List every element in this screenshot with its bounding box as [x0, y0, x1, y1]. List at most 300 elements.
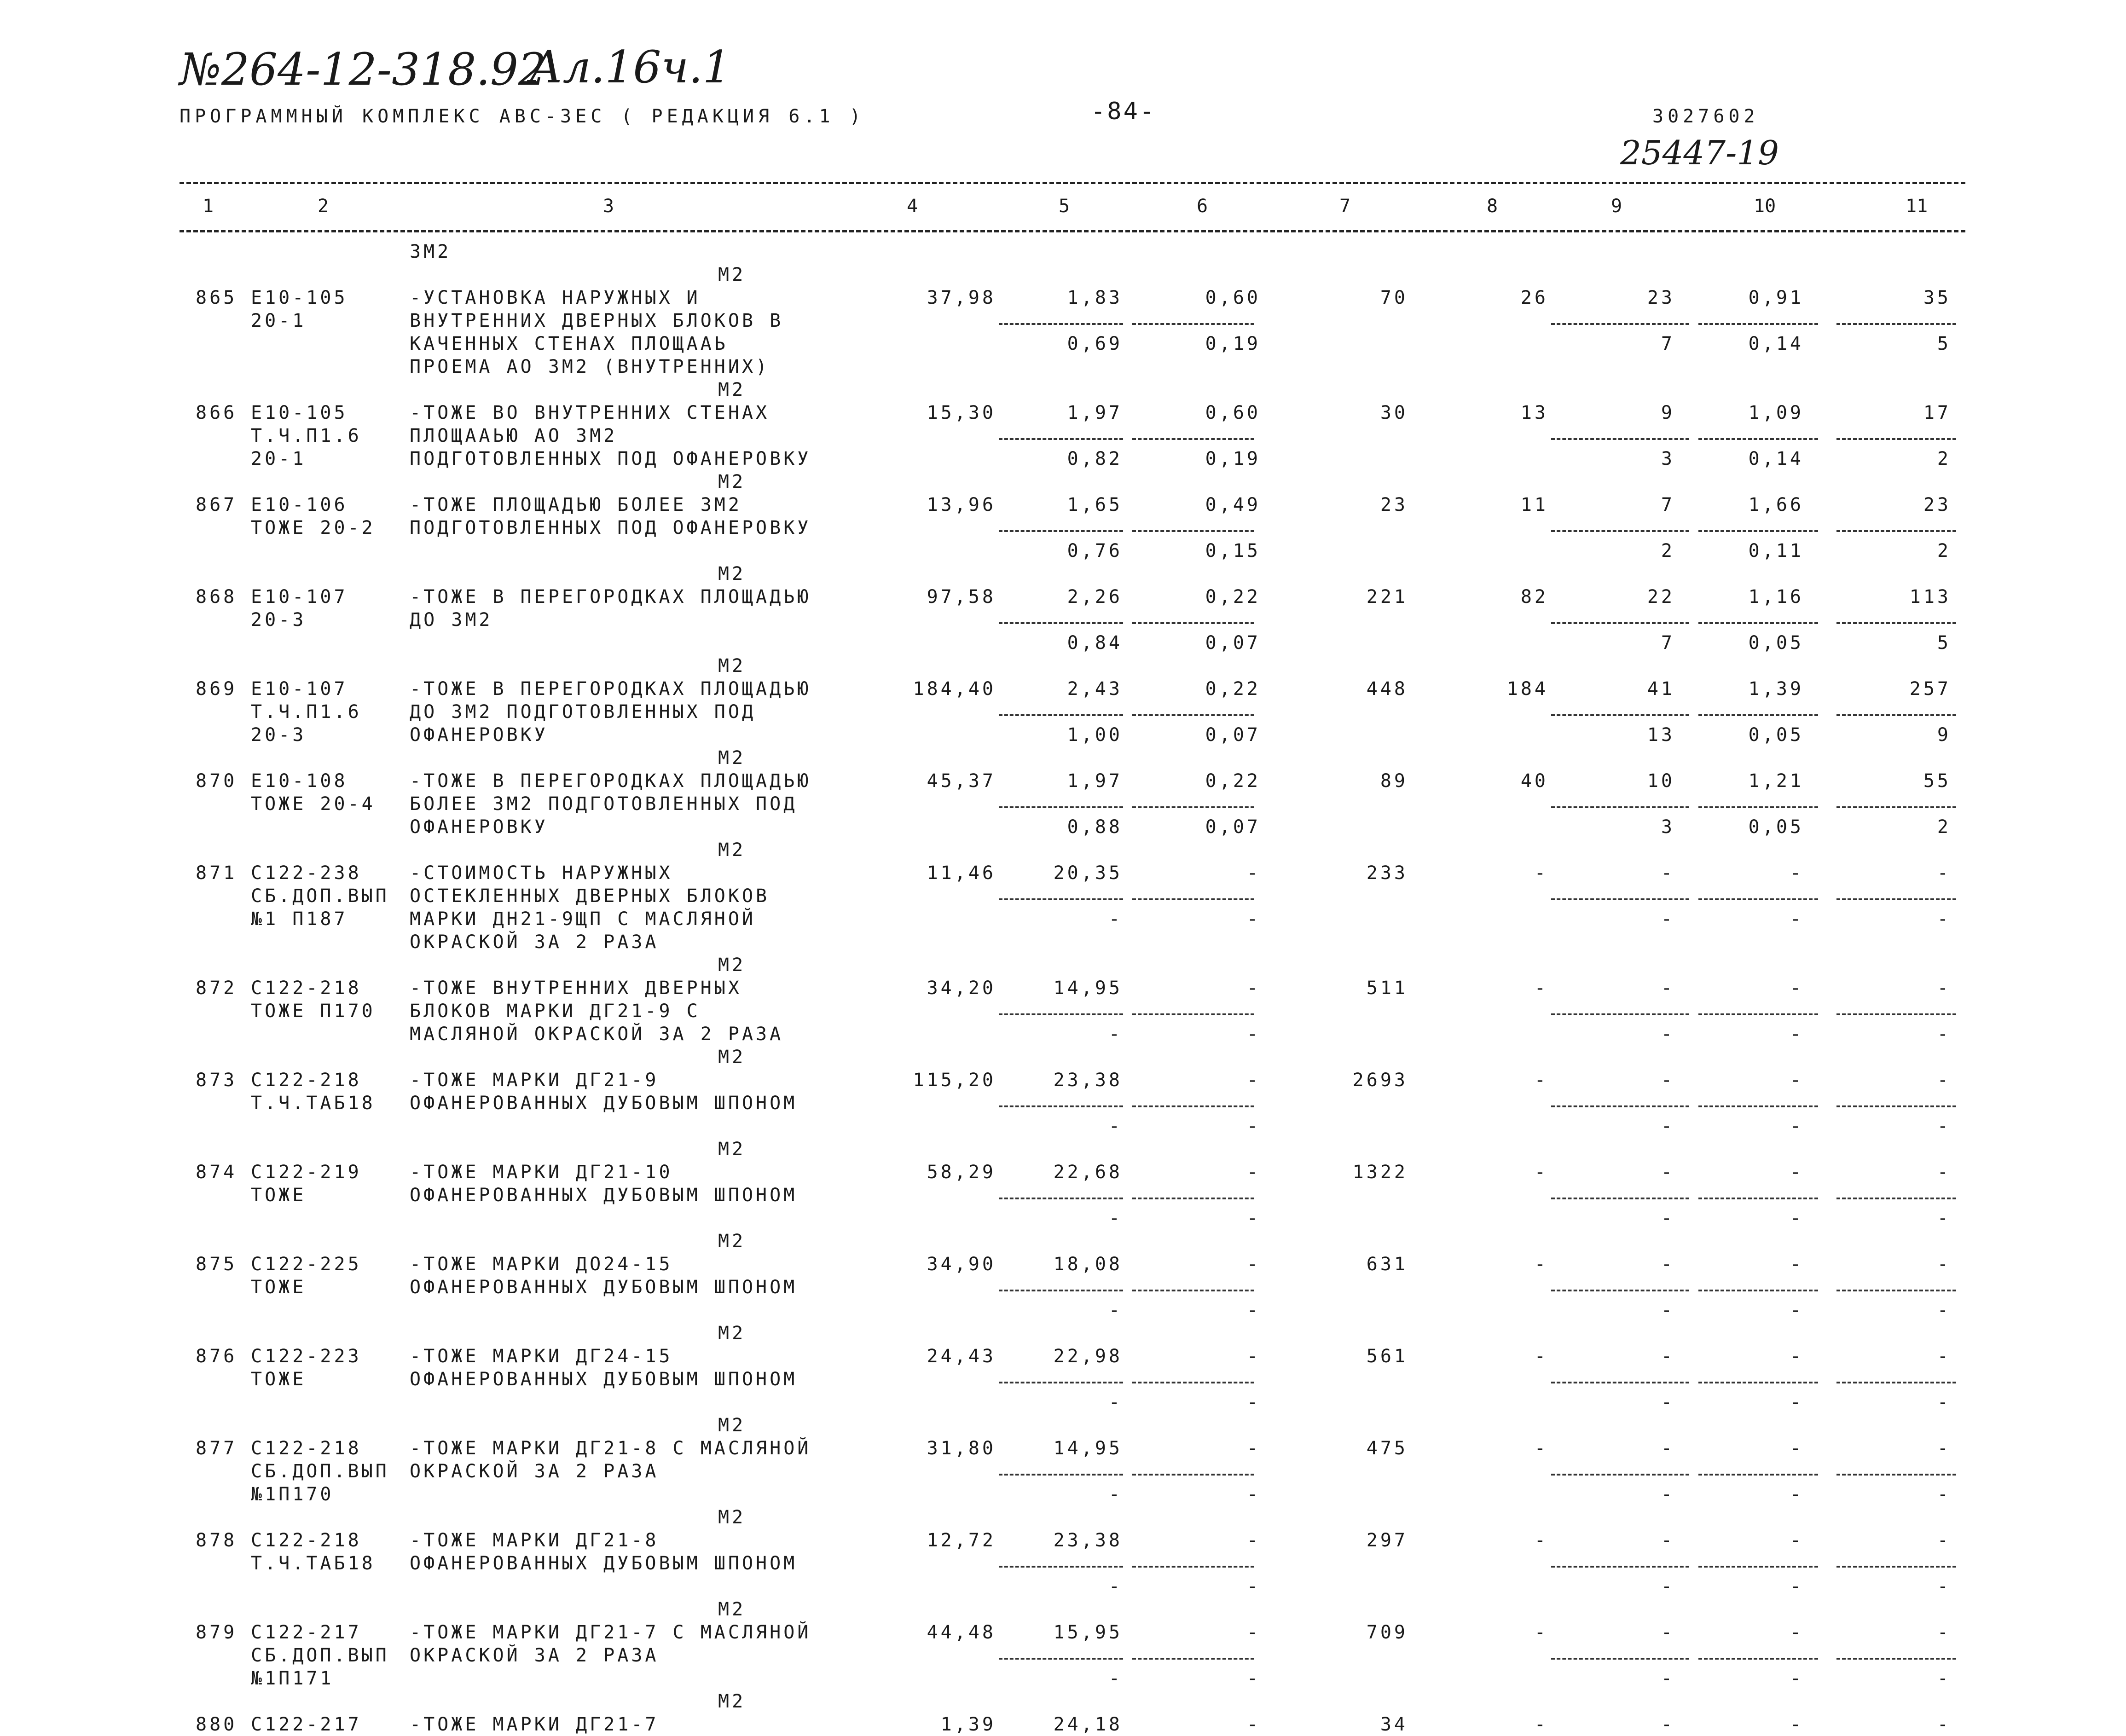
unit-label: М2 — [718, 1139, 746, 1160]
work-description: -ТОЖЕ ПЛОЩАДЬЮ БОЛЕЕ ЗМ2 — [410, 494, 742, 515]
sub-cell-s11: 2 — [1937, 448, 1951, 469]
cell-c9: 22 — [1647, 586, 1675, 608]
cell-c6: - — [1246, 1530, 1261, 1551]
row-line — [0, 1483, 2126, 1506]
cell-c11: 257 — [1909, 678, 1951, 700]
sub-cell-s5: 0,69 — [1067, 333, 1123, 354]
sub-cell-s10: - — [1790, 1392, 1804, 1413]
table-row — [0, 378, 2126, 470]
dash-rule — [1698, 806, 1818, 808]
sub-cell-s9: 13 — [1647, 724, 1675, 746]
work-description: БЛОКОВ МАРКИ ДГ21-9 С — [410, 1001, 701, 1022]
cell-c5: 1,97 — [1067, 402, 1123, 423]
sub-cell-s10: 0,05 — [1748, 816, 1804, 838]
row-line — [0, 1115, 2126, 1138]
sub-cell-s9: - — [1661, 1484, 1675, 1505]
dash-rule — [1132, 1013, 1254, 1015]
cell-c10: 1,21 — [1748, 770, 1804, 792]
sub-cell-s9: - — [1661, 1300, 1675, 1321]
cell-c10: 1,16 — [1748, 586, 1804, 608]
work-description: ОФАНЕРОВАННЫХ ДУБОВЫМ ШПОНОМ — [410, 1277, 798, 1298]
row-line — [0, 816, 2126, 839]
cell-c8: - — [1534, 1438, 1548, 1459]
cell-c4: 58,29 — [927, 1162, 996, 1183]
dash-rule — [1551, 806, 1689, 808]
sub-cell-s5: - — [1108, 1024, 1123, 1045]
dash-rule — [1698, 1105, 1818, 1107]
cell-c5: 23,38 — [1053, 1070, 1123, 1091]
table-row — [0, 562, 2126, 654]
sub-cell-s6: 0,15 — [1205, 540, 1261, 561]
unit-line — [0, 654, 2126, 677]
row-line — [0, 447, 2126, 470]
cell-c4: 34,20 — [927, 978, 996, 999]
unit-label: М2 — [718, 264, 746, 285]
cell-c10: 1,66 — [1748, 494, 1804, 515]
cell-c10: 1,09 — [1748, 402, 1804, 423]
cell-c4: 13,96 — [927, 494, 996, 515]
document-code: 3027602 — [1652, 106, 1759, 127]
cell-c6: - — [1246, 1714, 1261, 1735]
work-description: ОКРАСКОЙ ЗА 2 РАЗА — [410, 1461, 659, 1482]
resource-code: №1 П187 — [251, 909, 348, 930]
sub-cell-s9: 7 — [1661, 333, 1675, 354]
work-description: -ТОЖЕ ВНУТРЕННИХ ДВЕРНЫХ — [410, 978, 742, 999]
row-line — [0, 1092, 2126, 1115]
row-number: 869 — [196, 678, 238, 700]
cell-c7: 561 — [1366, 1346, 1408, 1367]
sub-cell-s9: - — [1661, 1668, 1675, 1689]
row-line — [0, 539, 2126, 562]
row-line — [0, 977, 2126, 1000]
unit-label: М2 — [718, 655, 746, 677]
work-description: -ТОЖЕ МАРКИ ДГ21-7 С МАСЛЯНОЙ — [410, 1622, 811, 1643]
work-description: ОКРАСКОЙ ЗА 2 РАЗА — [410, 932, 659, 953]
sub-cell-s6: 0,19 — [1205, 333, 1261, 354]
dash-rule — [999, 1013, 1123, 1015]
row-number: 873 — [196, 1070, 238, 1091]
row-line — [0, 1184, 2126, 1207]
dash-rule — [1132, 806, 1254, 808]
cell-c9: 7 — [1661, 494, 1675, 515]
dash-rule — [1698, 438, 1818, 440]
unit-line — [0, 1046, 2126, 1069]
dash-rule — [1698, 714, 1818, 716]
row-line — [0, 286, 2126, 309]
cell-c7: 233 — [1366, 862, 1408, 884]
cell-c7: 1322 — [1352, 1162, 1408, 1183]
work-description: БОЛЕЕ ЗМ2 ПОДГОТОВЛЕННЫХ ПОД — [410, 793, 798, 815]
cell-c7: 475 — [1366, 1438, 1408, 1459]
resource-code: Е10-106 — [251, 494, 348, 515]
row-line — [0, 1713, 2126, 1736]
resource-code: 20-1 — [251, 448, 307, 469]
sub-cell-s6: - — [1246, 1668, 1261, 1689]
row-line — [0, 401, 2126, 424]
sub-cell-s9: 3 — [1661, 448, 1675, 469]
unit-label: М2 — [718, 1415, 746, 1436]
row-line — [0, 1207, 2126, 1230]
row-line — [0, 355, 2126, 378]
cell-c5: 18,08 — [1053, 1254, 1123, 1275]
dash-rule — [1551, 898, 1689, 900]
sub-cell-s9: 3 — [1661, 816, 1675, 838]
cell-c6: - — [1246, 1438, 1261, 1459]
cell-c7: 70 — [1380, 287, 1408, 308]
resource-code: Е10-107 — [251, 678, 348, 700]
cell-c5: 14,95 — [1053, 978, 1123, 999]
page-number: -84- — [1091, 98, 1156, 125]
cell-c10: - — [1790, 1254, 1804, 1275]
cell-c7: 30 — [1380, 402, 1408, 423]
unit-line — [0, 746, 2126, 770]
sub-cell-s11: 9 — [1937, 724, 1951, 746]
cell-c8: 184 — [1506, 678, 1548, 700]
resource-code: Е10-105 — [251, 402, 348, 423]
row-line — [0, 1667, 2126, 1690]
row-line — [0, 931, 2126, 954]
dash-rule — [1836, 622, 1956, 624]
unit-line — [0, 378, 2126, 401]
cell-c5: 24,18 — [1053, 1714, 1123, 1735]
work-description: КАЧЕННЫХ СТЕНАХ ПЛОЩААЬ — [410, 333, 728, 354]
dash-rule — [1698, 1658, 1818, 1660]
row-number: 875 — [196, 1254, 238, 1275]
cell-c8: - — [1534, 1254, 1548, 1275]
row-line — [0, 631, 2126, 654]
row-line — [0, 1253, 2126, 1276]
resource-code: СБ.ДОП.ВЫП — [251, 885, 389, 907]
column-header-6: 6 — [1197, 196, 1208, 217]
dash-rule — [999, 1474, 1123, 1476]
unit-line — [0, 263, 2126, 286]
work-description: -УСТАНОВКА НАРУЖНЫХ И — [410, 287, 701, 308]
sub-cell-s10: - — [1790, 1668, 1804, 1689]
dash-rule — [1698, 1290, 1818, 1291]
dash-rule — [1698, 1474, 1818, 1476]
resource-code: С122-238 — [251, 862, 362, 884]
cell-c6: 0,60 — [1205, 287, 1261, 308]
row-line — [0, 1552, 2126, 1575]
row-line — [0, 493, 2126, 516]
sub-cell-s5: - — [1108, 909, 1123, 930]
resource-code: 20-3 — [251, 609, 307, 631]
dash-rule — [1836, 530, 1956, 532]
work-description: ОКРАСКОЙ ЗА 2 РАЗА — [410, 1645, 659, 1666]
sub-cell-s11: 5 — [1937, 632, 1951, 654]
sub-cell-s5: - — [1108, 1208, 1123, 1229]
row-number: 866 — [196, 402, 238, 423]
cell-c6: - — [1246, 1622, 1261, 1643]
sub-cell-s10: - — [1790, 909, 1804, 930]
unit-label: М2 — [718, 1323, 746, 1344]
unit-line — [0, 562, 2126, 585]
table-row — [0, 1322, 2126, 1414]
dash-rule — [999, 898, 1123, 900]
table-row — [0, 1690, 2126, 1736]
cell-c4: 24,43 — [927, 1346, 996, 1367]
cell-c11: 23 — [1923, 494, 1951, 515]
row-line — [0, 793, 2126, 816]
column-header-11: 11 — [1906, 196, 1928, 217]
work-description: -ТОЖЕ В ПЕРЕГОРОДКАХ ПЛОЩАДЬЮ — [410, 586, 811, 608]
column-header-10: 10 — [1754, 196, 1776, 217]
sub-cell-s10: 0,05 — [1748, 632, 1804, 654]
row-line — [0, 516, 2126, 539]
sub-cell-s5: 0,76 — [1067, 540, 1123, 561]
cell-c10: 0,91 — [1748, 287, 1804, 308]
resource-code: С122-218 — [251, 1530, 362, 1551]
sub-cell-s5: - — [1108, 1116, 1123, 1137]
resource-code: СБ.ДОП.ВЫП — [251, 1645, 389, 1666]
sub-cell-s11: - — [1937, 1392, 1951, 1413]
resource-code: Т.Ч.П1.6 — [251, 701, 362, 723]
unit-label: М2 — [718, 1599, 746, 1620]
cell-c4: 115,20 — [913, 1070, 996, 1091]
resource-code: С122-218 — [251, 1070, 362, 1091]
dash-rule — [1551, 1658, 1689, 1660]
dash-rule — [1132, 1105, 1254, 1107]
cell-c4: 11,46 — [927, 862, 996, 884]
sub-cell-s10: - — [1790, 1484, 1804, 1505]
sub-cell-s6: 0,07 — [1205, 816, 1261, 838]
work-description: ПОДГОТОВЛЕННЫХ ПОД ОФАНЕРОВКУ — [410, 517, 811, 538]
dash-rule — [1132, 622, 1254, 624]
work-description: ОФАНЕРОВАННЫХ ДУБОВЫМ ШПОНОМ — [410, 1185, 798, 1206]
table-row — [0, 839, 2126, 954]
sub-cell-s6: - — [1246, 1484, 1261, 1505]
cell-c10: - — [1790, 1438, 1804, 1459]
row-line — [0, 1621, 2126, 1644]
column-header-1: 1 — [203, 196, 214, 217]
cell-c8: 26 — [1520, 287, 1548, 308]
cell-c10: - — [1790, 1530, 1804, 1551]
dash-rule — [999, 714, 1123, 716]
estimate-table — [0, 240, 2126, 1736]
resource-code: 20-1 — [251, 310, 307, 331]
sub-cell-s10: 0,05 — [1748, 724, 1804, 746]
cell-c4: 184,40 — [913, 678, 996, 700]
cell-c4: 1,39 — [940, 1714, 996, 1735]
cell-c8: - — [1534, 1622, 1548, 1643]
row-number: 865 — [196, 287, 238, 308]
sub-cell-s11: - — [1937, 1484, 1951, 1505]
row-line — [0, 309, 2126, 332]
row-line — [0, 424, 2126, 447]
dash-rule — [1132, 714, 1254, 716]
dash-rule — [1698, 1382, 1818, 1383]
row-line — [0, 770, 2126, 793]
work-description: -ТОЖЕ В ПЕРЕГОРОДКАХ ПЛОЩАДЬЮ — [410, 770, 811, 792]
resource-code: Е10-108 — [251, 770, 348, 792]
sub-cell-s5: 1,00 — [1067, 724, 1123, 746]
cell-c5: 1,65 — [1067, 494, 1123, 515]
work-description: -ТОЖЕ ВО ВНУТРЕННИХ СТЕНАХ — [410, 402, 770, 423]
cell-c11: - — [1937, 1530, 1951, 1551]
resource-code: Е10-105 — [251, 287, 348, 308]
dash-rule — [1551, 1105, 1689, 1107]
cell-c11: - — [1937, 1438, 1951, 1459]
cell-c7: 448 — [1366, 678, 1408, 700]
work-description: ДО ЗМ2 — [410, 609, 493, 631]
column-header-row — [0, 196, 2126, 223]
cell-c5: 14,95 — [1053, 1438, 1123, 1459]
dash-rule — [999, 1658, 1123, 1660]
cell-c8: 40 — [1520, 770, 1548, 792]
dash-rule — [1551, 1566, 1689, 1568]
column-header-4: 4 — [907, 196, 918, 217]
work-description: ОФАНЕРОВАННЫХ ДУБОВЫМ ШПОНОМ — [410, 1553, 798, 1574]
dash-rule — [1698, 323, 1818, 325]
unit-label: ЗМ2 — [410, 241, 452, 262]
cell-c9: 10 — [1647, 770, 1675, 792]
dash-rule — [1698, 1566, 1818, 1568]
row-line — [0, 1299, 2126, 1322]
dash-rule — [999, 1105, 1123, 1107]
table-row — [0, 654, 2126, 746]
resource-code: 20-3 — [251, 724, 307, 746]
cell-c11: - — [1937, 1070, 1951, 1091]
dash-rule — [1132, 1658, 1254, 1660]
dash-rule — [999, 1198, 1123, 1199]
resource-code: Т.Ч.П1.6 — [251, 425, 362, 446]
row-line — [0, 1161, 2126, 1184]
cell-c6: - — [1246, 1070, 1261, 1091]
cell-c9: - — [1661, 1254, 1675, 1275]
cell-c6: - — [1246, 1162, 1261, 1183]
work-description: ОФАНЕРОВКУ — [410, 724, 548, 746]
cell-c6: 0,49 — [1205, 494, 1261, 515]
resource-code: №1П170 — [251, 1484, 334, 1505]
dash-rule — [1836, 1105, 1956, 1107]
work-description: МАСЛЯНОЙ ОКРАСКОЙ ЗА 2 РАЗА — [410, 1024, 784, 1045]
dash-rule — [999, 530, 1123, 532]
work-description: -ТОЖЕ МАРКИ ДО24-15 — [410, 1254, 673, 1275]
dash-rule — [1698, 898, 1818, 900]
cell-c7: 631 — [1366, 1254, 1408, 1275]
resource-code: Е10-107 — [251, 586, 348, 608]
unit-label: М2 — [718, 563, 746, 584]
column-header-9: 9 — [1611, 196, 1622, 217]
sub-cell-s6: - — [1246, 1392, 1261, 1413]
table-row — [0, 263, 2126, 378]
cell-c4: 34,90 — [927, 1254, 996, 1275]
cell-c11: 17 — [1923, 402, 1951, 423]
cell-c10: - — [1790, 1346, 1804, 1367]
handwritten-doc-number: №264-12-318.92 — [180, 44, 547, 95]
handwritten-album: Ал.16ч.1 — [529, 41, 731, 93]
sub-cell-s6: 0,07 — [1205, 724, 1261, 746]
sub-cell-s11: 2 — [1937, 540, 1951, 561]
dash-rule — [1551, 1290, 1689, 1291]
sub-cell-s10: 0,11 — [1748, 540, 1804, 561]
resource-code: №1П171 — [251, 1668, 334, 1689]
sub-cell-s5: 0,84 — [1067, 632, 1123, 654]
row-line — [0, 332, 2126, 355]
row-line — [0, 1437, 2126, 1460]
work-description: ОСТЕКЛЕННЫХ ДВЕРНЫХ БЛОКОВ — [410, 885, 770, 907]
unit-line — [0, 1414, 2126, 1437]
cell-c11: - — [1937, 862, 1951, 884]
dash-rule — [1836, 1658, 1956, 1660]
dash-rule — [999, 438, 1123, 440]
column-header-8: 8 — [1487, 196, 1498, 217]
sub-cell-s6: 0,07 — [1205, 632, 1261, 654]
cell-c9: - — [1661, 1438, 1675, 1459]
cell-c9: 41 — [1647, 678, 1675, 700]
dash-rule — [1836, 1290, 1956, 1291]
resource-code: С122-218 — [251, 978, 362, 999]
dash-rule — [1551, 1198, 1689, 1199]
dash-rule — [1551, 714, 1689, 716]
sub-cell-s5: 0,88 — [1067, 816, 1123, 838]
table-row — [0, 1506, 2126, 1598]
unit-line — [0, 1138, 2126, 1161]
sub-cell-s9: - — [1661, 1116, 1675, 1137]
row-number: 880 — [196, 1714, 238, 1735]
dash-rule — [1836, 1474, 1956, 1476]
dash-rule — [1132, 530, 1254, 532]
sub-cell-s10: - — [1790, 1576, 1804, 1597]
sub-cell-s9: 7 — [1661, 632, 1675, 654]
row-number: 879 — [196, 1622, 238, 1643]
resource-code: ТОЖЕ 20-2 — [251, 517, 376, 538]
resource-code: С122-217 — [251, 1714, 362, 1735]
row-line — [0, 862, 2126, 885]
resource-code: С122-217 — [251, 1622, 362, 1643]
sub-cell-s11: 2 — [1937, 816, 1951, 838]
dash-rule — [1551, 438, 1689, 440]
cell-c5: 20,35 — [1053, 862, 1123, 884]
work-description: ОФАНЕРОВАННЫХ ДУБОВЫМ ШПОНОМ — [410, 1093, 798, 1114]
dash-rule — [1698, 530, 1818, 532]
sub-cell-s10: - — [1790, 1208, 1804, 1229]
sub-cell-s5: - — [1108, 1300, 1123, 1321]
column-header-7: 7 — [1339, 196, 1351, 217]
sub-cell-s6: - — [1246, 1116, 1261, 1137]
unit-line — [0, 1506, 2126, 1529]
cell-c10: - — [1790, 862, 1804, 884]
cell-c10: - — [1790, 978, 1804, 999]
dash-rule — [1836, 1198, 1956, 1199]
cell-c10: - — [1790, 1714, 1804, 1735]
dash-rule — [999, 622, 1123, 624]
resource-code: СБ.ДОП.ВЫП — [251, 1461, 389, 1482]
sub-cell-s10: 0,14 — [1748, 333, 1804, 354]
cell-c9: - — [1661, 1714, 1675, 1735]
row-number: 868 — [196, 586, 238, 608]
row-line — [0, 1368, 2126, 1391]
sub-cell-s9: - — [1661, 1576, 1675, 1597]
dash-rule — [1836, 1382, 1956, 1383]
cell-c11: - — [1937, 1162, 1951, 1183]
dash-rule — [1551, 530, 1689, 532]
row-number: 870 — [196, 770, 238, 792]
work-description: -СТОИМОСТЬ НАРУЖНЫХ — [410, 862, 673, 884]
dash-rule — [1132, 1290, 1254, 1291]
unit-label: М2 — [718, 1507, 746, 1528]
cell-c10: - — [1790, 1162, 1804, 1183]
cell-c8: 82 — [1520, 586, 1548, 608]
dash-rule — [1551, 1474, 1689, 1476]
header-separator — [180, 230, 1965, 232]
sub-cell-s11: - — [1937, 1116, 1951, 1137]
dash-rule — [1836, 898, 1956, 900]
sub-cell-s11: - — [1937, 1208, 1951, 1229]
dash-rule — [1698, 1013, 1818, 1015]
program-title: ПРОГРАММНЫЙ КОМПЛЕКС АВС-ЗЕС ( РЕДАКЦИЯ 6.1 ) — [180, 106, 865, 127]
cell-c6: - — [1246, 978, 1261, 999]
